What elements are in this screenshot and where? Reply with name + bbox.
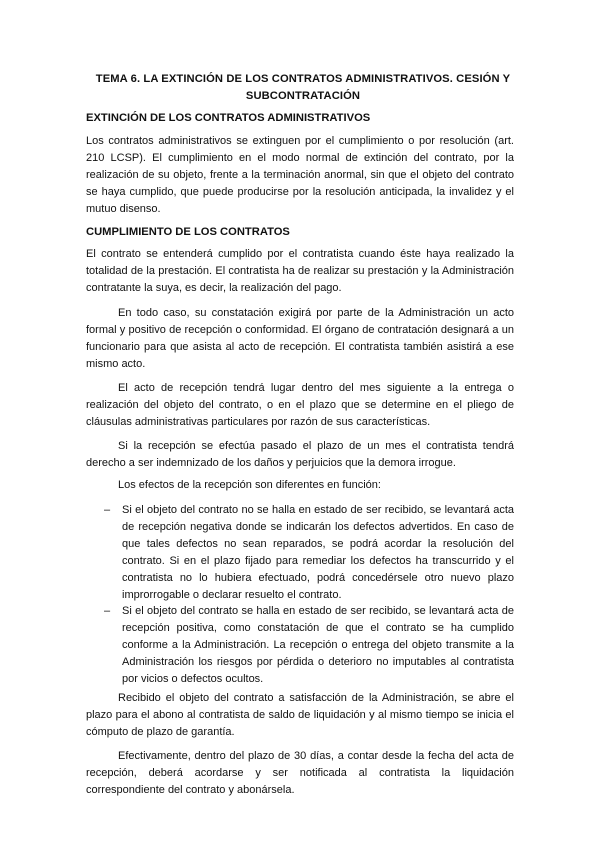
bullet-text: Si el objeto del contrato se halla en estado de ser recibido, se levantará acta de recepción positiva, como constatación de que el contrato se ha cumplido conforme a la Administración. La recepción o entrega del objeto transmite a la Administración los riesgos por pérdida o deterioro no imputables al contratista por vicios o defectos ocultos. [122, 605, 514, 685]
list-item [104, 502, 514, 604]
paragraph-cumplimiento-2: En todo caso, su constatación exigirá por parte de la Administración un acto formal y positivo de recepción o conformidad. El órgano de contratación designará a un funcionario para que asista al acto de recepción. El contratista también asistirá a ese mismo acto. [86, 307, 514, 370]
paragraph-cumplimiento-3: El acto de recepción tendrá lugar dentro del mes siguiente a la entrega o realización del objeto del contrato, o en el plazo que se determine en el pliego de cláusulas administrativas particulares por razón de sus características. [86, 382, 514, 428]
title-line-1: TEMA 6. LA EXTINCIÓN DE LOS CONTRATOS ADMINISTRATIVOS. CESIÓN Y [95, 73, 511, 85]
title-line-2: SUBCONTRATACIÓN [245, 90, 361, 102]
section-heading-cumplimiento: CUMPLIMIENTO DE LOS CONTRATOS [86, 226, 290, 238]
document-title [86, 71, 520, 105]
list-item [104, 603, 514, 688]
bullet-dash: – [104, 504, 111, 516]
paragraph-cumplimiento-1: El contrato se entenderá cumplido por el contratista cuando éste haya realizado la totalidad de la prestación. El contratista ha de realizar su prestación y la Administración contratante la suya, es decir, la realización del pago. [86, 248, 514, 294]
paragraph-cumplimiento-4: Si la recepción se efectúa pasado el plazo de un mes el contratista tendrá derecho a ser indemnizado de los daños y perjuicios que la demora irrogue. [86, 440, 514, 469]
bullet-text: Si el objeto del contrato no se halla en estado de ser recibido, se levantará acta de recepción negativa donde se indicarán los defectos advertidos. En caso de que tales defectos no sean reparados, se podrá acordar la resolución del contrato. Si en el plazo fijado para remediar los defectos ha transcurrido y el contratista no lo hubiera efectuado, podrá concedérsele otro nuevo plazo improrrogable o declarar resuelto el contrato. [122, 504, 514, 601]
paragraph-cumplimiento-6: Recibido el objeto del contrato a satisfacción de la Administración, se abre el plazo para el abono al contratista de saldo de liquidación y al mismo tiempo se inicia el cómputo de plazo de garantía. [86, 692, 514, 738]
section-heading-extincion: EXTINCIÓN DE LOS CONTRATOS ADMINISTRATIVOS [86, 112, 371, 124]
paragraph-cumplimiento-7: Efectivamente, dentro del plazo de 30 días, a contar desde la fecha del acta de recepción, deberá acordarse y ser notificada al contratista la liquidación correspondiente del contrato y abonársela. [86, 750, 514, 796]
bullet-dash: – [104, 605, 111, 617]
paragraph-cumplimiento-5: Los efectos de la recepción son diferentes en función: [118, 479, 381, 491]
paragraph-extincion: Los contratos administrativos se extinguen por el cumplimiento o por resolución (art. 210 LCSP). El cumplimiento en el modo normal de extinción del contrato, por la realización de su objeto, frente a la terminación anormal, sin que el objeto del contrato se haya cumplido, que puede producirse por la resolución anticipada, la invalidez y el mutuo disenso. [86, 135, 514, 215]
